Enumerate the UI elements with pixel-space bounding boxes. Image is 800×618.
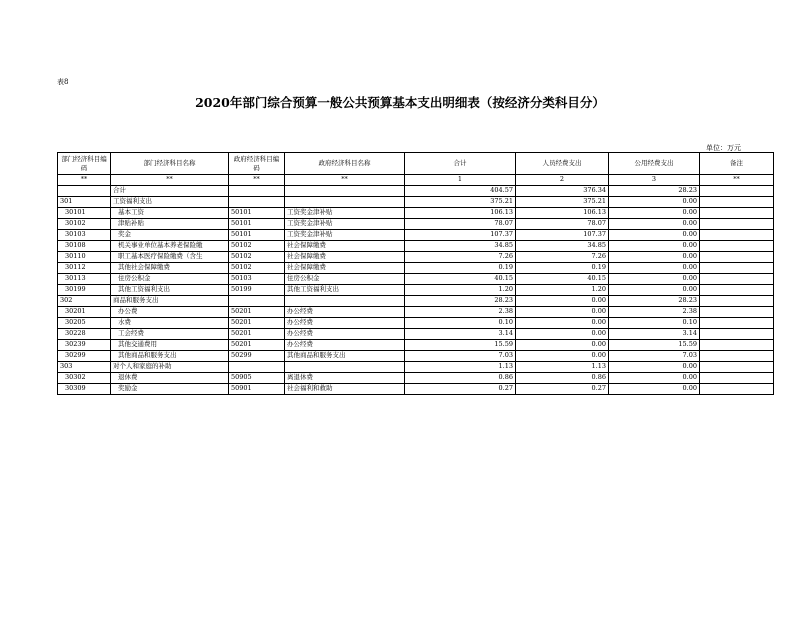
gov-code-cell [229, 362, 285, 373]
gov-name-cell: 社会保障缴费 [285, 252, 405, 263]
personnel-cell: 78.07 [516, 219, 609, 230]
dept-name-cell: 水费 [111, 318, 229, 329]
marker-cell: ** [700, 175, 774, 186]
marker-cell: ** [285, 175, 405, 186]
total-cell: 1.20 [405, 285, 516, 296]
note-cell [700, 186, 774, 197]
personnel-cell: 0.27 [516, 384, 609, 395]
gov-code-cell [229, 197, 285, 208]
note-cell [700, 197, 774, 208]
gov-name-cell [285, 197, 405, 208]
dept-name-cell: 其他社会保障缴费 [111, 263, 229, 274]
dept-code-cell: 30199 [58, 285, 111, 296]
public-cell: 0.00 [609, 241, 700, 252]
gov-code-cell: 50201 [229, 318, 285, 329]
public-cell: 0.00 [609, 197, 700, 208]
dept-code-cell: 30302 [58, 373, 111, 384]
dept-code-cell: 30205 [58, 318, 111, 329]
dept-code-cell: 30101 [58, 208, 111, 219]
public-cell: 0.00 [609, 384, 700, 395]
gov-name-cell: 工资奖金津补贴 [285, 208, 405, 219]
note-cell [700, 285, 774, 296]
public-cell: 3.14 [609, 329, 700, 340]
table-row [58, 362, 774, 373]
public-cell: 0.10 [609, 318, 700, 329]
personnel-cell: 0.86 [516, 373, 609, 384]
public-cell: 15.59 [609, 340, 700, 351]
marker-cell: 2 [516, 175, 609, 186]
total-cell: 28.23 [405, 296, 516, 307]
gov-code-cell: 50901 [229, 384, 285, 395]
personnel-cell: 375.21 [516, 197, 609, 208]
total-cell: 3.14 [405, 329, 516, 340]
dept-code-cell: 30309 [58, 384, 111, 395]
total-cell: 375.21 [405, 197, 516, 208]
header-total: 合计 [405, 153, 516, 175]
header-dept-code: 部门经济科目编码 [58, 153, 111, 175]
gov-code-cell: 50102 [229, 252, 285, 263]
note-cell [700, 318, 774, 329]
public-cell: 0.00 [609, 373, 700, 384]
note-cell [700, 296, 774, 307]
note-cell [700, 329, 774, 340]
total-cell: 78.07 [405, 219, 516, 230]
table-row [58, 252, 774, 263]
table-row [58, 329, 774, 340]
gov-name-cell: 办公经费 [285, 329, 405, 340]
table-row [58, 340, 774, 351]
table-row [58, 307, 774, 318]
personnel-cell: 1.13 [516, 362, 609, 373]
dept-name-cell: 奖金 [111, 230, 229, 241]
note-cell [700, 208, 774, 219]
public-cell: 2.38 [609, 307, 700, 318]
total-cell: 0.86 [405, 373, 516, 384]
dept-code-cell [58, 186, 111, 197]
gov-name-cell: 其他工资福利支出 [285, 285, 405, 296]
personnel-cell: 0.00 [516, 340, 609, 351]
page-title: 2020年部门综合预算一般公共预算基本支出明细表（按经济分类科目分） [195, 95, 605, 110]
personnel-cell: 376.34 [516, 186, 609, 197]
note-cell [700, 252, 774, 263]
dept-code-cell: 30110 [58, 252, 111, 263]
table-row [58, 230, 774, 241]
total-cell: 0.19 [405, 263, 516, 274]
header-gov-name: 政府经济科目名称 [285, 153, 405, 175]
marker-cell: ** [111, 175, 229, 186]
gov-code-cell [229, 186, 285, 197]
note-cell [700, 307, 774, 318]
dept-name-cell: 机关事业单位基本养老保险缴 [111, 241, 229, 252]
dept-name-cell: 津贴补贴 [111, 219, 229, 230]
total-cell: 34.85 [405, 241, 516, 252]
table-row [58, 296, 774, 307]
total-cell: 40.15 [405, 274, 516, 285]
header-gov-code: 政府经济科目编码 [229, 153, 285, 175]
gov-code-cell: 50199 [229, 285, 285, 296]
gov-code-cell: 50201 [229, 329, 285, 340]
gov-code-cell: 50101 [229, 219, 285, 230]
dept-name-cell: 基本工资 [111, 208, 229, 219]
gov-code-cell: 50102 [229, 241, 285, 252]
public-cell: 0.00 [609, 362, 700, 373]
total-cell: 1.13 [405, 362, 516, 373]
gov-name-cell: 社会保障缴费 [285, 263, 405, 274]
table-row [58, 219, 774, 230]
dept-code-cell: 30112 [58, 263, 111, 274]
table-number: 表8 [57, 78, 69, 86]
total-cell: 404.57 [405, 186, 516, 197]
personnel-cell: 0.00 [516, 351, 609, 362]
dept-code-cell: 303 [58, 362, 111, 373]
public-cell: 28.23 [609, 186, 700, 197]
note-cell [700, 362, 774, 373]
table-row [58, 285, 774, 296]
dept-code-cell: 30108 [58, 241, 111, 252]
dept-name-cell: 其他商品和服务支出 [111, 351, 229, 362]
table-row [58, 208, 774, 219]
public-cell: 0.00 [609, 252, 700, 263]
note-cell [700, 219, 774, 230]
dept-name-cell: 其他交通费用 [111, 340, 229, 351]
public-cell: 0.00 [609, 219, 700, 230]
total-cell: 7.03 [405, 351, 516, 362]
dept-code-cell: 30228 [58, 329, 111, 340]
dept-name-cell: 其他工资福利支出 [111, 285, 229, 296]
gov-code-cell: 50102 [229, 263, 285, 274]
gov-name-cell: 办公经费 [285, 340, 405, 351]
personnel-cell: 0.19 [516, 263, 609, 274]
table-row [58, 186, 774, 197]
table-row [58, 318, 774, 329]
note-cell [700, 351, 774, 362]
note-cell [700, 340, 774, 351]
public-cell: 0.00 [609, 274, 700, 285]
dept-name-cell: 工资福利支出 [111, 197, 229, 208]
table-row [58, 274, 774, 285]
dept-code-cell: 302 [58, 296, 111, 307]
note-cell [700, 384, 774, 395]
gov-name-cell: 住房公积金 [285, 274, 405, 285]
public-cell: 28.23 [609, 296, 700, 307]
dept-name-cell: 对个人和家庭的补助 [111, 362, 229, 373]
total-cell: 0.27 [405, 384, 516, 395]
header-note: 备注 [700, 153, 774, 175]
marker-cell: ** [58, 175, 111, 186]
total-cell: 107.37 [405, 230, 516, 241]
note-cell [700, 230, 774, 241]
public-cell: 0.00 [609, 263, 700, 274]
personnel-cell: 107.37 [516, 230, 609, 241]
total-cell: 106.13 [405, 208, 516, 219]
dept-name-cell: 职工基本医疗保险缴费（含生 [111, 252, 229, 263]
public-cell: 0.00 [609, 230, 700, 241]
personnel-cell: 0.00 [516, 329, 609, 340]
gov-name-cell: 工资奖金津补贴 [285, 230, 405, 241]
note-cell [700, 373, 774, 384]
gov-code-cell: 50299 [229, 351, 285, 362]
gov-name-cell: 工资奖金津补贴 [285, 219, 405, 230]
table-row [58, 263, 774, 274]
gov-code-cell: 50201 [229, 340, 285, 351]
personnel-cell: 40.15 [516, 274, 609, 285]
gov-name-cell: 办公经费 [285, 307, 405, 318]
gov-code-cell: 50201 [229, 307, 285, 318]
personnel-cell: 1.20 [516, 285, 609, 296]
gov-code-cell: 50101 [229, 230, 285, 241]
dept-code-cell: 30299 [58, 351, 111, 362]
note-cell [700, 274, 774, 285]
dept-name-cell: 奖励金 [111, 384, 229, 395]
public-cell: 0.00 [609, 208, 700, 219]
total-cell: 2.38 [405, 307, 516, 318]
dept-name-cell: 办公费 [111, 307, 229, 318]
table-row [58, 351, 774, 362]
header-public: 公用经费支出 [609, 153, 700, 175]
gov-name-cell: 其他商品和服务支出 [285, 351, 405, 362]
personnel-cell: 0.00 [516, 296, 609, 307]
note-cell [700, 241, 774, 252]
table-row [58, 384, 774, 395]
personnel-cell: 0.00 [516, 318, 609, 329]
dept-code-cell: 30113 [58, 274, 111, 285]
gov-code-cell: 50101 [229, 208, 285, 219]
dept-code-cell: 301 [58, 197, 111, 208]
dept-name-cell: 退休费 [111, 373, 229, 384]
gov-name-cell: 社会福利和救助 [285, 384, 405, 395]
header-personnel: 人员经费支出 [516, 153, 609, 175]
table-row [58, 373, 774, 384]
personnel-cell: 34.85 [516, 241, 609, 252]
table-row [58, 241, 774, 252]
gov-code-cell: 50905 [229, 373, 285, 384]
dept-code-cell: 30239 [58, 340, 111, 351]
gov-code-cell: 50103 [229, 274, 285, 285]
dept-code-cell: 30102 [58, 219, 111, 230]
gov-name-cell: 社会保障缴费 [285, 241, 405, 252]
gov-name-cell: 离退休费 [285, 373, 405, 384]
note-cell [700, 263, 774, 274]
dept-name-cell: 工会经费 [111, 329, 229, 340]
budget-table [57, 152, 774, 395]
total-cell: 15.59 [405, 340, 516, 351]
total-cell: 7.26 [405, 252, 516, 263]
gov-name-cell [285, 296, 405, 307]
dept-name-cell: 合计 [111, 186, 229, 197]
gov-name-cell: 办公经费 [285, 318, 405, 329]
public-cell: 7.03 [609, 351, 700, 362]
dept-code-cell: 30103 [58, 230, 111, 241]
marker-cell: 3 [609, 175, 700, 186]
total-cell: 0.10 [405, 318, 516, 329]
dept-code-cell: 30201 [58, 307, 111, 318]
marker-cell: ** [229, 175, 285, 186]
personnel-cell: 7.26 [516, 252, 609, 263]
personnel-cell: 0.00 [516, 307, 609, 318]
gov-name-cell [285, 186, 405, 197]
public-cell: 0.00 [609, 285, 700, 296]
unit-label: 单位：万元 [706, 144, 741, 152]
dept-name-cell: 住房公积金 [111, 274, 229, 285]
marker-row [58, 175, 774, 186]
header-row [58, 153, 774, 175]
table-row [58, 197, 774, 208]
dept-name-cell: 商品和服务支出 [111, 296, 229, 307]
marker-cell: 1 [405, 175, 516, 186]
header-dept-name: 部门经济科目名称 [111, 153, 229, 175]
gov-name-cell [285, 362, 405, 373]
gov-code-cell [229, 296, 285, 307]
personnel-cell: 106.13 [516, 208, 609, 219]
